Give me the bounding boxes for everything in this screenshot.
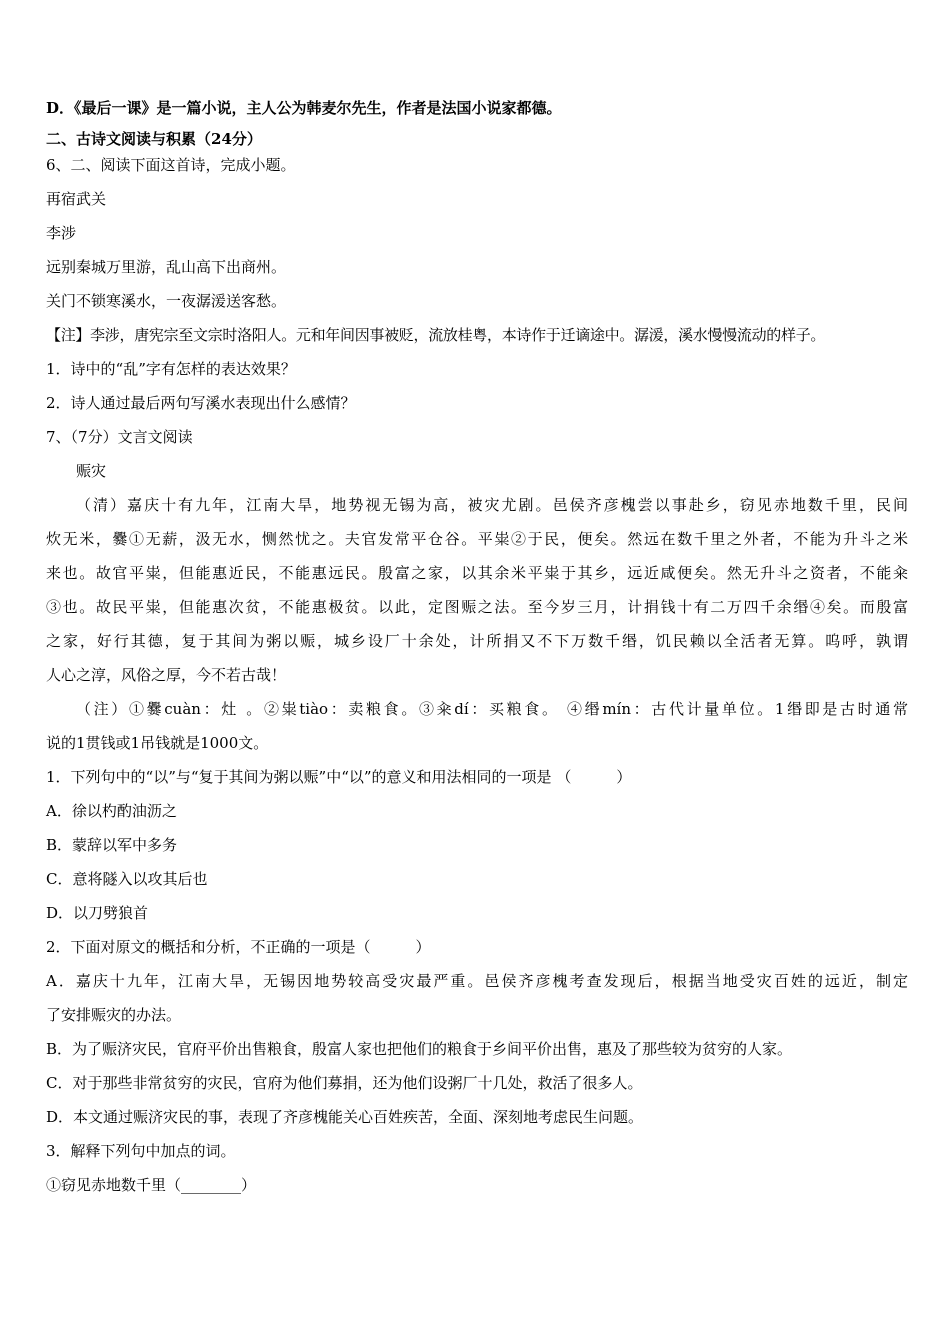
question-7-3-item-1: ①窃见赤地数千里（________） xyxy=(46,1176,257,1194)
classical-text-line-3: 来也。故官平粜，但能惠近民，不能惠远民。殷富之家，以其余米平粜于其乡，远近咸便矣。然无升斗之资者，不能籴 xyxy=(46,564,908,582)
question-7-2-option-a-line-1: A．嘉庆十九年，江南大旱，无锡因地势较高受灾最严重。邑侯齐彦槐考查发现后，根据当地受灾百姓的远近，制定 xyxy=(46,972,908,990)
question-7-2: 2．下面对原文的概括和分析，不正确的一项是（ ） xyxy=(46,938,431,956)
poem-author: 李涉 xyxy=(46,224,77,242)
question-7-1-option-b: B．蒙辞以军中多务 xyxy=(46,836,178,854)
question-7-heading: 7、（7分）文言文阅读 xyxy=(46,428,193,446)
question-6-1: 1．诗中的“乱”字有怎样的表达效果？ xyxy=(46,360,296,378)
classical-text-line-6: 人心之淳，风俗之厚，今不若古哉！ xyxy=(46,666,287,684)
section-heading-classical-poetry: 二、古诗文阅读与积累（24分） xyxy=(46,130,262,148)
classical-text-title: 赈灾 xyxy=(76,462,107,480)
question-7-2-option-d: D．本文通过赈济灾民的事，表现了齐彦槐能关心百姓疾苦，全面、深刻地考虑民生问题。 xyxy=(46,1108,644,1126)
question-7-2-option-a-line-2: 了安排赈灾的办法。 xyxy=(46,1006,182,1024)
poem-title: 再宿武关 xyxy=(46,190,107,208)
classical-text-notes-2: 说的1贯钱或1吊钱就是1000文。 xyxy=(46,734,269,752)
document-page xyxy=(46,96,908,1202)
poem-line-2: 关门不锁寒溪水，一夜潺湲送客愁。 xyxy=(46,292,287,310)
question-6-2: 2．诗人通过最后两句写溪水表现出什么感情？ xyxy=(46,394,356,412)
poem-annotation: 【注】李涉，唐宪宗至文宗时洛阳人。元和年间因事被贬，流放桂粤，本诗作于迁谪途中。潺湲，溪水慢慢流动的样子。 xyxy=(46,326,826,344)
classical-text-line-1: （清）嘉庆十有九年，江南大旱，地势视无锡为高，被灾尤剧。邑侯齐彦槐尝以事赴乡，窃见赤地数千里，民间 xyxy=(76,496,908,514)
question-7-1-option-c: C．意将隧入以攻其后也 xyxy=(46,870,208,888)
question-7-1-option-a: A．徐以杓酌油沥之 xyxy=(46,802,177,820)
classical-text-line-2: 炊无米，爨①无薪，汲无水，恻然忧之。夫官发常平仓谷。平粜②于民，便矣。然远在数千里之外者，不能为升斗之米 xyxy=(46,530,908,548)
question-7-2-option-b: B．为了赈济灾民，官府平价出售粮食，殷富人家也把他们的粮食于乡间平价出售，惠及了那些较为贫穷的人家。 xyxy=(46,1040,793,1058)
classical-text-notes-1: （注）①爨cuàn：灶 。②粜tiào：卖粮食。③籴dí：买粮食。 ④缗mín：古代计量单位。1缗即是古时通常 xyxy=(76,700,908,718)
question-7-3: 3．解释下列句中加点的词。 xyxy=(46,1142,236,1160)
question-6-prompt: 6、二、阅读下面这首诗，完成小题。 xyxy=(46,156,296,174)
classical-text-line-5: 之家，好行其德，复于其间为粥以赈，城乡设厂十余处，计所捐又不下万数千缗，饥民赖以全活者无算。呜呼，孰谓 xyxy=(46,632,908,650)
option-d-statement: D．《最后一课》是一篇小说，主人公为韩麦尔先生，作者是法国小说家都德。 xyxy=(46,99,562,117)
poem-line-1: 远别秦城万里游，乱山高下出商州。 xyxy=(46,258,287,276)
question-7-1-option-d: D．以刀劈狼首 xyxy=(46,904,149,922)
question-7-1: 1．下列句中的“以”与“复于其间为粥以赈”中“以”的意义和用法相同的一项是 （ ） xyxy=(46,768,632,786)
question-7-2-option-c: C．对于那些非常贫穷的灾民，官府为他们募捐，还为他们设粥厂十几处，救活了很多人。 xyxy=(46,1074,643,1092)
classical-text-line-4: ③也。故民平粜，但能惠次贫，不能惠极贫。以此，定图赈之法。至今岁三月，计捐钱十有二万四千余缗④矣。而殷富 xyxy=(46,598,908,616)
